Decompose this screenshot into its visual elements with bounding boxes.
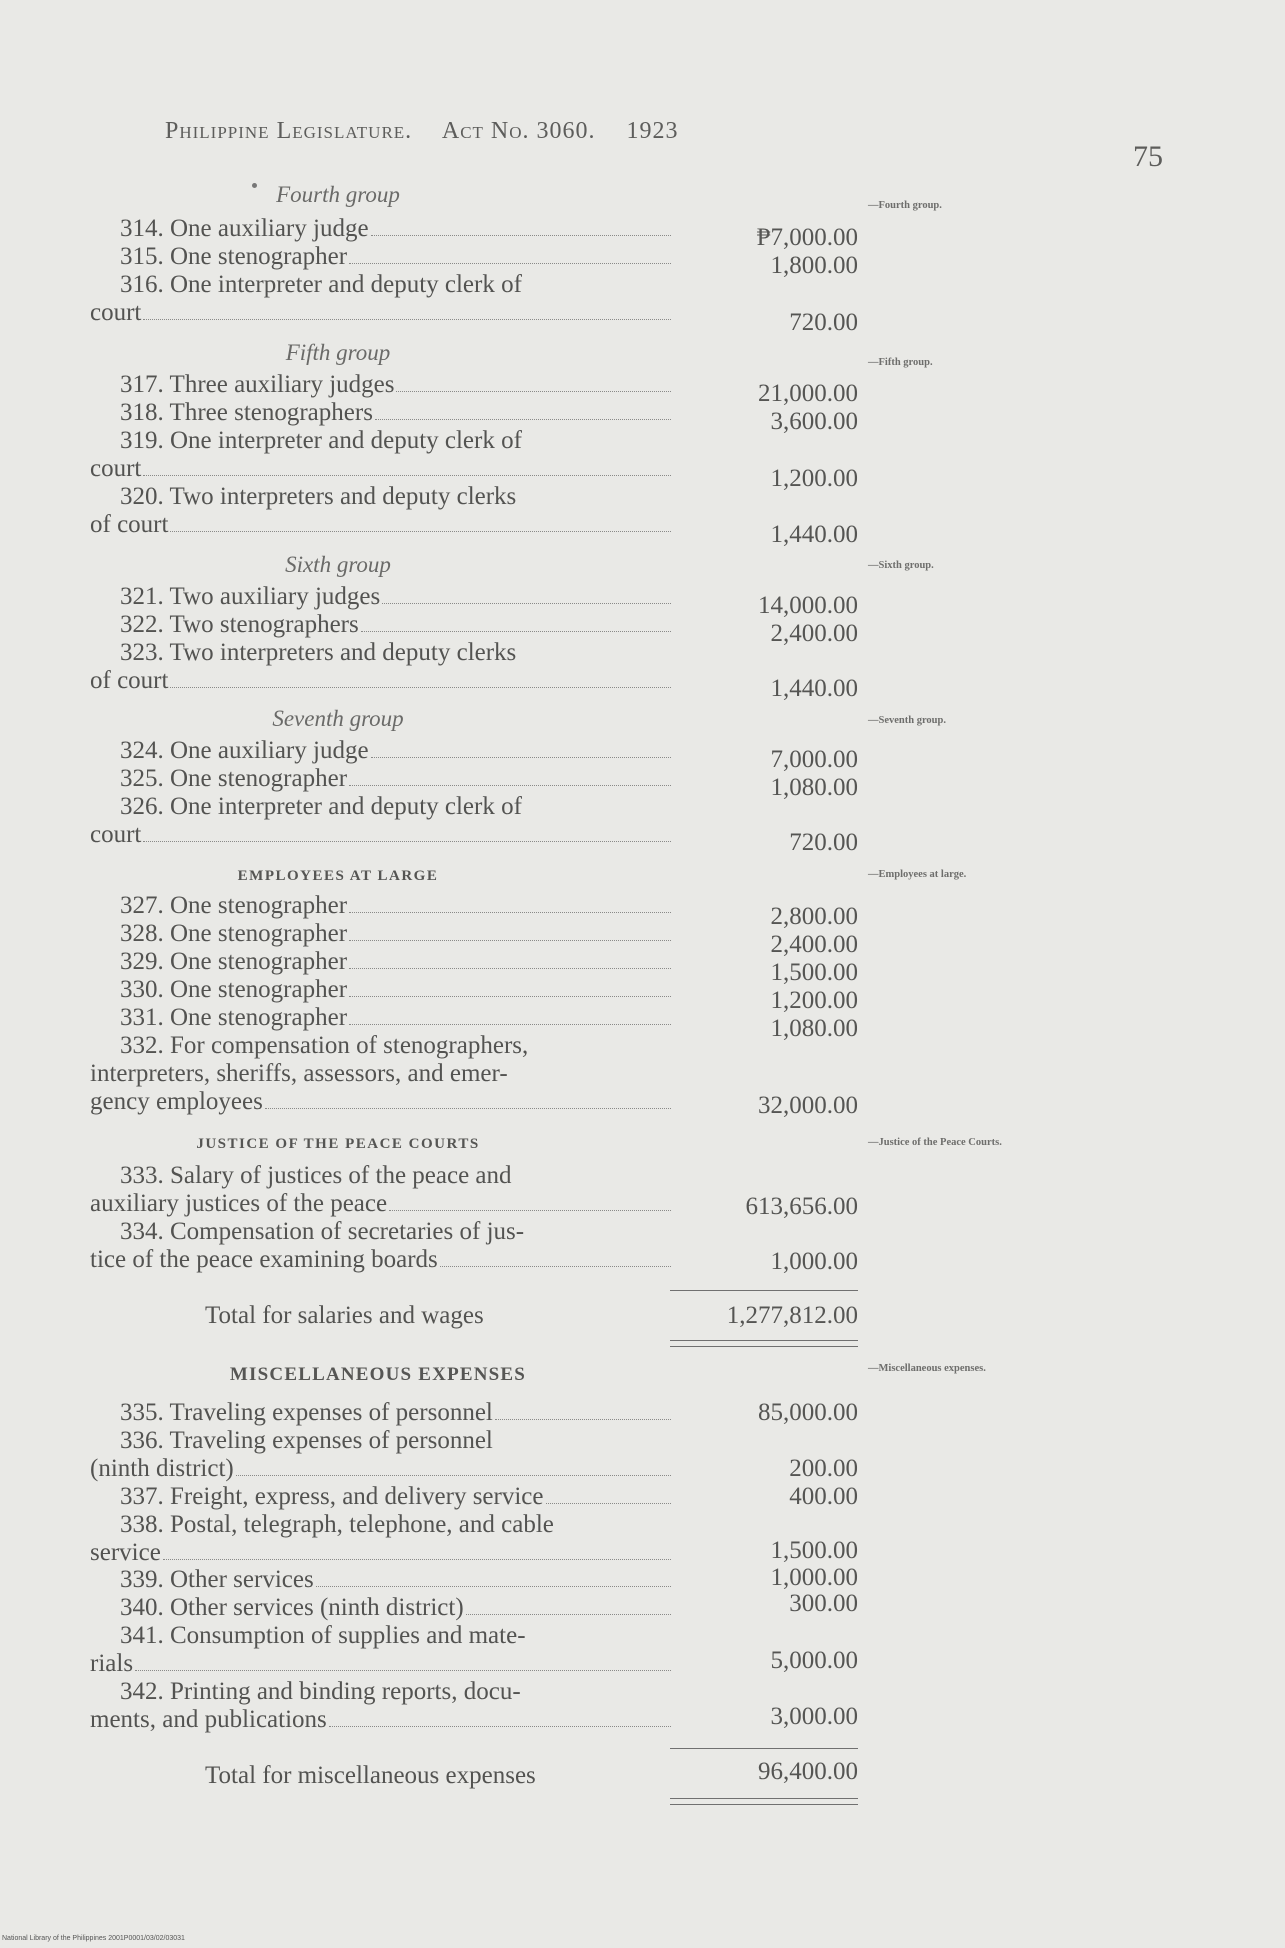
margin-note: —Fifth group. <box>868 357 933 368</box>
item-text: 323. Two interpreters and deputy clerks <box>120 639 517 666</box>
item-text: 342. Printing and binding reports, docu- <box>120 1678 521 1705</box>
list-item <box>90 1427 675 1483</box>
dot-leader <box>265 1100 671 1109</box>
item-text: court <box>90 821 142 848</box>
item-text: (ninth district) <box>90 1455 234 1482</box>
section-title: JUSTICE OF THE PEACE COURTS <box>196 1136 480 1152</box>
item-amount: 14,000.00 <box>758 592 858 619</box>
dot-leader <box>371 227 671 236</box>
total-salaries-amount: 1,277,812.00 <box>726 1302 858 1329</box>
item-text: 332. For compensation of stenographers, <box>120 1032 529 1059</box>
list-item <box>90 737 675 765</box>
item-text: 340. Other services (ninth district) <box>120 1594 464 1621</box>
dot-leader <box>170 679 671 688</box>
item-text: 315. One stenographer <box>120 243 348 270</box>
header-act: Act No. 3060. <box>441 118 596 144</box>
list-item <box>90 1218 675 1274</box>
item-amount: 1,440.00 <box>770 521 858 548</box>
dot-leader <box>375 411 671 420</box>
list-item <box>90 427 675 483</box>
list-item <box>90 920 675 948</box>
item-amount: 32,000.00 <box>758 1092 858 1119</box>
item-text: ments, and publications <box>90 1706 327 1733</box>
margin-note: —Sixth group. <box>868 560 934 571</box>
margin-note: —Justice of the Peace Courts. <box>868 1137 1002 1148</box>
dot-leader <box>349 988 671 997</box>
list-item <box>90 976 675 1004</box>
item-amount: 1,500.00 <box>770 959 858 986</box>
item-text: 317. Three auxiliary judges <box>120 371 395 398</box>
item-text: 335. Traveling expenses of personnel <box>120 1399 493 1426</box>
header-title: Philippine Legislature. <box>165 118 413 144</box>
dot-leader <box>349 255 671 264</box>
item-text: interpreters, sheriffs, assessors, and emer- <box>90 1060 508 1087</box>
item-amount: 613,656.00 <box>745 1193 858 1220</box>
list-item <box>90 948 675 976</box>
item-text: 318. Three stenographers <box>120 399 373 426</box>
section-title: MISCELLANEOUS EXPENSES <box>229 1364 527 1385</box>
item-text: 334. Compensation of secretaries of jus- <box>120 1218 525 1245</box>
group-title: Fourth group <box>276 182 400 207</box>
item-text: 325. One stenographer <box>120 765 348 792</box>
sum-rule <box>670 1290 858 1291</box>
dot-leader <box>236 1467 671 1476</box>
item-amount: 2,800.00 <box>770 903 858 930</box>
group-title: Fifth group <box>285 340 391 365</box>
item-amount: 1,500.00 <box>770 1537 858 1564</box>
item-amount: 200.00 <box>789 1455 858 1482</box>
item-amount: 3,000.00 <box>770 1703 858 1730</box>
double-rule <box>670 1798 858 1805</box>
list-item <box>90 765 675 793</box>
list-item <box>90 1678 675 1734</box>
list-item <box>90 583 675 611</box>
list-item <box>90 1162 675 1218</box>
item-text: court <box>90 299 142 326</box>
dot-leader <box>143 467 671 476</box>
list-item <box>90 483 675 539</box>
item-amount: 85,000.00 <box>758 1399 858 1426</box>
item-text: 314. One auxiliary judge <box>120 215 369 242</box>
item-text: 329. One stenographer <box>120 948 348 975</box>
item-amount: 400.00 <box>789 1483 858 1510</box>
dot-leader <box>163 1551 671 1560</box>
item-text: 341. Consumption of supplies and mate- <box>120 1622 526 1649</box>
scan-footer: National Library of the Philippines 2001P0001/03/02/03031 <box>2 1935 185 1942</box>
dot-leader <box>546 1495 672 1504</box>
dot-leader <box>143 833 671 842</box>
item-text: tice of the peace examining boards <box>90 1246 438 1273</box>
item-text: 320. Two interpreters and deputy clerks <box>120 483 517 510</box>
item-amount: 1,080.00 <box>770 774 858 801</box>
group-title: Sixth group <box>285 552 391 577</box>
item-text: of court <box>90 667 169 694</box>
item-amount: 1,800.00 <box>770 252 858 279</box>
total-misc-amount: 96,400.00 <box>758 1758 858 1785</box>
list-item <box>90 1622 675 1678</box>
list-item <box>90 271 675 327</box>
page-number: 75 <box>1133 140 1163 173</box>
header-year: 1923 <box>626 118 679 144</box>
item-amount: ₱7,000.00 <box>756 224 858 251</box>
double-rule <box>670 1340 858 1347</box>
item-text: 324. One auxiliary judge <box>120 737 369 764</box>
list-item <box>90 1594 675 1622</box>
list-item <box>90 243 675 271</box>
item-text: 339. Other services <box>120 1566 314 1593</box>
dot-leader <box>170 523 671 532</box>
item-text: 321. Two auxiliary judges <box>120 583 381 610</box>
item-amount: 1,200.00 <box>770 465 858 492</box>
list-item <box>90 1399 675 1427</box>
dot-leader <box>361 623 671 632</box>
margin-note: —Fourth group. <box>868 200 942 211</box>
dot-leader <box>349 1016 671 1025</box>
dot-leader <box>349 777 671 786</box>
item-amount: 1,000.00 <box>770 1564 858 1591</box>
running-header <box>165 118 805 145</box>
item-amount: 1,080.00 <box>770 1015 858 1042</box>
dot-leader <box>396 383 671 392</box>
dot-leader <box>135 1662 671 1671</box>
item-text: 326. One interpreter and deputy clerk of <box>120 793 522 820</box>
item-text: of court <box>90 511 169 538</box>
list-item <box>90 371 675 399</box>
list-item <box>90 1511 675 1567</box>
section-title: EMPLOYEES AT LARGE <box>237 868 439 884</box>
list-item <box>90 1566 675 1594</box>
item-text: 336. Traveling expenses of personnel <box>120 1427 493 1454</box>
margin-note: —Employees at large. <box>868 869 967 880</box>
list-item <box>90 1483 675 1511</box>
item-amount: 300.00 <box>789 1590 858 1617</box>
list-item <box>90 1004 675 1032</box>
list-item <box>90 611 675 639</box>
list-item <box>90 215 675 243</box>
dot-leader <box>382 595 671 604</box>
dot-leader <box>143 311 671 320</box>
list-item <box>90 892 675 920</box>
item-text: 330. One stenographer <box>120 976 348 1003</box>
dot-leader <box>316 1578 671 1587</box>
item-text: 338. Postal, telegraph, telephone, and cable <box>120 1511 554 1538</box>
dot-leader <box>466 1606 671 1615</box>
item-text: gency employees <box>90 1088 263 1115</box>
dot-leader <box>349 960 671 969</box>
item-amount: 7,000.00 <box>770 746 858 773</box>
dot-leader <box>495 1411 671 1420</box>
dot-leader <box>440 1258 671 1267</box>
list-item <box>90 1032 675 1116</box>
list-item <box>90 399 675 427</box>
item-text: 328. One stenographer <box>120 920 348 947</box>
item-amount: 21,000.00 <box>758 380 858 407</box>
dot-leader <box>349 904 671 913</box>
margin-note: —Seventh group. <box>868 715 946 726</box>
item-amount: 2,400.00 <box>770 620 858 647</box>
item-text: 319. One interpreter and deputy clerk of <box>120 427 522 454</box>
dot-leader <box>329 1718 671 1727</box>
item-text: service <box>90 1539 161 1566</box>
sum-rule <box>670 1748 858 1749</box>
total-misc-label: Total for miscellaneous expenses <box>205 1762 536 1789</box>
item-text: rials <box>90 1650 134 1677</box>
dot-leader <box>371 749 671 758</box>
item-text: 337. Freight, express, and delivery service <box>120 1483 544 1510</box>
item-text: 331. One stenographer <box>120 1004 348 1031</box>
item-text: auxiliary justices of the peace <box>90 1190 388 1217</box>
item-amount: 1,200.00 <box>770 987 858 1014</box>
total-salaries-label: Total for salaries and wages <box>205 1302 484 1329</box>
list-item <box>90 639 675 695</box>
margin-note: —Miscellaneous expenses. <box>868 1363 986 1374</box>
item-amount: 1,000.00 <box>770 1248 858 1275</box>
dot-leader <box>389 1202 671 1211</box>
item-text: 333. Salary of justices of the peace and <box>120 1162 512 1189</box>
item-text: 322. Two stenographers <box>120 611 359 638</box>
item-amount: 3,600.00 <box>770 408 858 435</box>
item-amount: 5,000.00 <box>770 1647 858 1674</box>
item-text: 316. One interpreter and deputy clerk of <box>120 271 522 298</box>
list-item <box>90 793 675 849</box>
item-text: court <box>90 455 142 482</box>
item-text: 327. One stenographer <box>120 892 348 919</box>
dot-leader <box>349 932 671 941</box>
item-amount: 1,440.00 <box>770 675 858 702</box>
item-amount: 720.00 <box>789 829 858 856</box>
group-title: Seventh group <box>272 706 404 731</box>
item-amount: 2,400.00 <box>770 931 858 958</box>
item-amount: 720.00 <box>789 309 858 336</box>
